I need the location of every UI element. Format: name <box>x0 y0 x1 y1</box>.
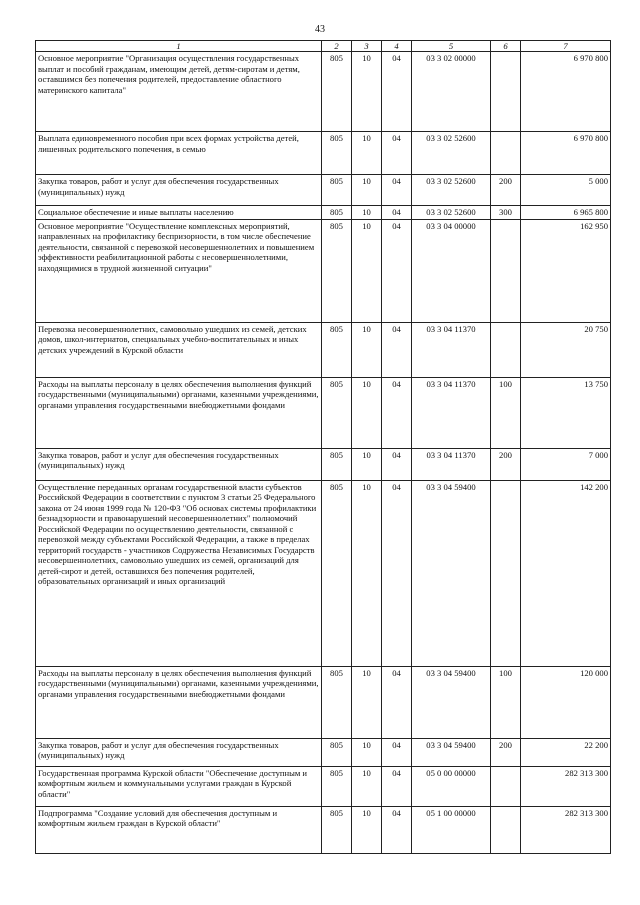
table-row <box>36 806 611 853</box>
row-subsection-code: 04 <box>382 175 412 206</box>
row-target-article: 03 3 04 59400 <box>412 480 491 666</box>
row-amount: 20 750 <box>521 322 611 377</box>
row-expense-type <box>491 766 521 806</box>
row-ministry-code: 805 <box>322 206 352 219</box>
row-name: Расходы на выплаты персоналу в целях обеспечения выполнения функций государственными (муниципальными) органами, казенными учреждениями, органами управления государственными внебюджетными фондами <box>36 666 322 738</box>
row-amount: 5 000 <box>521 175 611 206</box>
row-section-code: 10 <box>352 175 382 206</box>
row-name: Подпрограмма "Создание условий для обеспечения доступным и комфортным жильем граждан в Курской области" <box>36 806 322 853</box>
row-name: Перевозка несовершеннолетних, самовольно ушедших из семей, детских домов, школ-интернатов, специальных учебно-воспитательных и иных детских учреждений в Курской области <box>36 322 322 377</box>
row-ministry-code: 805 <box>322 448 352 480</box>
table-row <box>36 738 611 766</box>
table-row <box>36 666 611 738</box>
row-subsection-code: 04 <box>382 377 412 448</box>
row-target-article: 03 3 02 52600 <box>412 132 491 175</box>
row-ministry-code: 805 <box>322 322 352 377</box>
row-expense-type: 100 <box>491 377 521 448</box>
row-target-article: 03 3 04 59400 <box>412 738 491 766</box>
row-section-code: 10 <box>352 766 382 806</box>
row-section-code: 10 <box>352 206 382 219</box>
row-section-code: 10 <box>352 219 382 322</box>
row-ministry-code: 805 <box>322 52 352 132</box>
row-ministry-code: 805 <box>322 766 352 806</box>
budget-table <box>35 40 611 854</box>
row-amount: 6 970 800 <box>521 132 611 175</box>
table-row <box>36 480 611 666</box>
table-row <box>36 322 611 377</box>
row-ministry-code: 805 <box>322 666 352 738</box>
row-subsection-code: 04 <box>382 666 412 738</box>
table-row <box>36 175 611 206</box>
row-subsection-code: 04 <box>382 132 412 175</box>
row-subsection-code: 04 <box>382 219 412 322</box>
table-header-row <box>36 41 611 52</box>
row-ministry-code: 805 <box>322 738 352 766</box>
row-target-article: 03 3 04 11370 <box>412 322 491 377</box>
page-number: 43 <box>315 24 325 35</box>
row-section-code: 10 <box>352 806 382 853</box>
table-row <box>36 377 611 448</box>
row-amount: 6 970 800 <box>521 52 611 132</box>
column-header-5: 5 <box>412 41 491 52</box>
row-expense-type: 300 <box>491 206 521 219</box>
row-target-article: 05 1 00 00000 <box>412 806 491 853</box>
row-expense-type: 200 <box>491 738 521 766</box>
row-name: Выплата единовременного пособия при всех формах устройства детей, лишенных родительского попечения, в семью <box>36 132 322 175</box>
row-target-article: 03 3 04 00000 <box>412 219 491 322</box>
row-name: Социальное обеспечение и иные выплаты населению <box>36 206 322 219</box>
row-subsection-code: 04 <box>382 806 412 853</box>
row-target-article: 03 3 04 11370 <box>412 448 491 480</box>
row-subsection-code: 04 <box>382 322 412 377</box>
row-section-code: 10 <box>352 448 382 480</box>
row-subsection-code: 04 <box>382 52 412 132</box>
row-subsection-code: 04 <box>382 738 412 766</box>
row-target-article: 05 0 00 00000 <box>412 766 491 806</box>
row-target-article: 03 3 04 59400 <box>412 666 491 738</box>
row-expense-type: 200 <box>491 448 521 480</box>
row-ministry-code: 805 <box>322 480 352 666</box>
row-expense-type <box>491 52 521 132</box>
table-row <box>36 132 611 175</box>
row-section-code: 10 <box>352 132 382 175</box>
row-subsection-code: 04 <box>382 766 412 806</box>
column-header-4: 4 <box>382 41 412 52</box>
row-name: Осуществление переданных органам государственной власти субъектов Российской Федерации в соответствии с пунктом 3 статьи 25 Федерального закона от 24 июня 1999 года № 120-ФЗ "Об основах системы профилактики безнадзорности и правонарушений несовершеннолетних" полномочий Российской Федерации по осуществлению деятельности, связанной с перевозкой между субъектами Российской Федерации, а также в пределах территорий государств - участников Содружества Независимых Государств несовершеннолетних, самовольно ушедших из семей, организаций для детей-сирот и детей, оставшихся без попечения родителей, образовательных организаций и иных организаций <box>36 480 322 666</box>
row-name: Закупка товаров, работ и услуг для обеспечения государственных (муниципальных) нужд <box>36 175 322 206</box>
row-target-article: 03 3 02 52600 <box>412 206 491 219</box>
row-name: Основное мероприятие "Организация осуществления государственных выплат и пособий гражданам, имеющим детей, детям-сиротам и детям, оставшимся без попечения родителей, предоставление областного материнского капитала" <box>36 52 322 132</box>
column-header-7: 7 <box>521 41 611 52</box>
row-amount: 120 000 <box>521 666 611 738</box>
column-header-2: 2 <box>322 41 352 52</box>
row-amount: 22 200 <box>521 738 611 766</box>
row-subsection-code: 04 <box>382 448 412 480</box>
row-ministry-code: 805 <box>322 219 352 322</box>
row-amount: 13 750 <box>521 377 611 448</box>
row-expense-type <box>491 322 521 377</box>
row-amount: 282 313 300 <box>521 806 611 853</box>
row-expense-type: 200 <box>491 175 521 206</box>
row-ministry-code: 805 <box>322 175 352 206</box>
row-subsection-code: 04 <box>382 480 412 666</box>
row-amount: 282 313 300 <box>521 766 611 806</box>
row-section-code: 10 <box>352 52 382 132</box>
row-expense-type <box>491 219 521 322</box>
row-section-code: 10 <box>352 480 382 666</box>
table-row <box>36 206 611 219</box>
row-name: Государственная программа Курской области "Обеспечение доступным и комфортным жильем и коммунальными услугами граждан в Курской области" <box>36 766 322 806</box>
row-expense-type <box>491 132 521 175</box>
column-header-3: 3 <box>352 41 382 52</box>
table-row <box>36 448 611 480</box>
row-amount: 6 965 800 <box>521 206 611 219</box>
row-amount: 7 000 <box>521 448 611 480</box>
row-section-code: 10 <box>352 738 382 766</box>
row-name: Закупка товаров, работ и услуг для обеспечения государственных (муниципальных) нужд <box>36 738 322 766</box>
row-amount: 142 200 <box>521 480 611 666</box>
row-name: Закупка товаров, работ и услуг для обеспечения государственных (муниципальных) нужд <box>36 448 322 480</box>
row-target-article: 03 3 02 00000 <box>412 52 491 132</box>
row-expense-type: 100 <box>491 666 521 738</box>
row-ministry-code: 805 <box>322 806 352 853</box>
row-ministry-code: 805 <box>322 132 352 175</box>
row-expense-type <box>491 480 521 666</box>
column-header-6: 6 <box>491 41 521 52</box>
row-section-code: 10 <box>352 322 382 377</box>
row-expense-type <box>491 806 521 853</box>
row-name: Основное мероприятие "Осуществление комплексных мероприятий, направленных на профилактику беспризорности, в том числе обеспечение деятельности, связанной с перевозкой несовершеннолетних и повышением эффективности реабилитационной работы с несовершеннолетними, находящимися в трудной жизненной ситуации" <box>36 219 322 322</box>
row-name: Расходы на выплаты персоналу в целях обеспечения выполнения функций государственными (муниципальными) органами, казенными учреждениями, органами управления государственными внебюджетными фондами <box>36 377 322 448</box>
row-ministry-code: 805 <box>322 377 352 448</box>
row-amount: 162 950 <box>521 219 611 322</box>
row-subsection-code: 04 <box>382 206 412 219</box>
row-section-code: 10 <box>352 666 382 738</box>
row-target-article: 03 3 04 11370 <box>412 377 491 448</box>
column-header-1: 1 <box>36 41 322 52</box>
table-row <box>36 52 611 132</box>
row-section-code: 10 <box>352 377 382 448</box>
row-target-article: 03 3 02 52600 <box>412 175 491 206</box>
table-row <box>36 766 611 806</box>
table-row <box>36 219 611 322</box>
